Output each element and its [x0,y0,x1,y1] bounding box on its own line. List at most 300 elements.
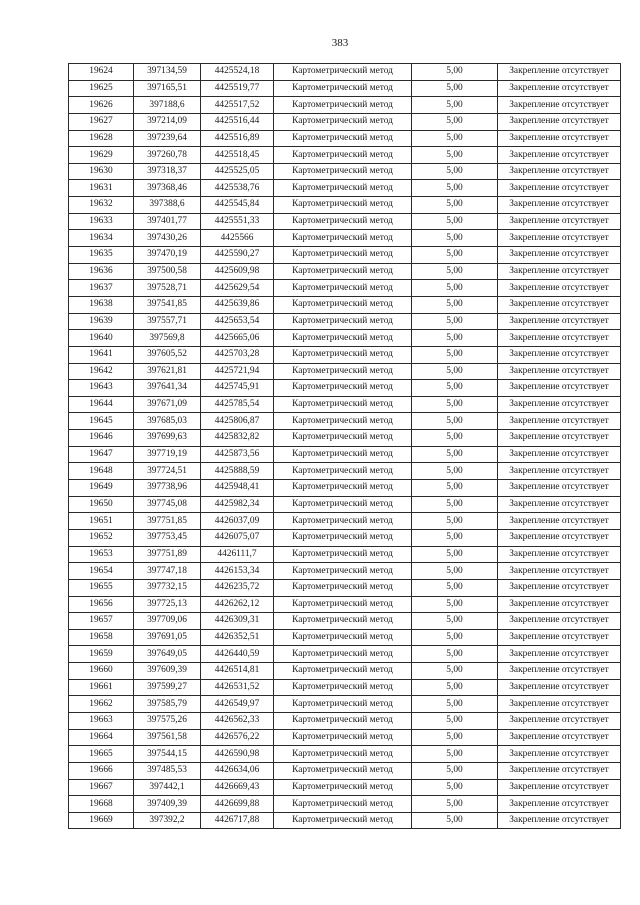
method-cell: Картометрический метод [274,746,412,763]
x-coordinate-cell: 397609,39 [134,663,201,680]
precision-cell: 5,00 [412,147,498,164]
fixation-cell: Закрепление отсутствует [498,762,621,779]
y-coordinate-cell: 4425516,89 [201,130,274,147]
precision-cell: 5,00 [412,230,498,247]
fixation-cell: Закрепление отсутствует [498,430,621,447]
precision-cell: 5,00 [412,679,498,696]
method-cell: Картометрический метод [274,247,412,264]
x-coordinate-cell: 397671,09 [134,396,201,413]
y-coordinate-cell: 4426309,31 [201,613,274,630]
y-coordinate-cell: 4425590,27 [201,247,274,264]
method-cell: Картометрический метод [274,463,412,480]
fixation-cell: Закрепление отсутствует [498,513,621,530]
method-cell: Картометрический метод [274,296,412,313]
method-cell: Картометрический метод [274,613,412,630]
precision-cell: 5,00 [412,363,498,380]
fixation-cell: Закрепление отсутствует [498,163,621,180]
x-coordinate-cell: 397541,85 [134,296,201,313]
x-coordinate-cell: 397585,79 [134,696,201,713]
method-cell: Картометрический метод [274,263,412,280]
y-coordinate-cell: 4425721,94 [201,363,274,380]
precision-cell: 5,00 [412,64,498,81]
precision-cell: 5,00 [412,180,498,197]
y-coordinate-cell: 4426514,81 [201,663,274,680]
point-number-cell: 19636 [69,263,134,280]
coordinates-table [68,63,621,829]
x-coordinate-cell: 397621,81 [134,363,201,380]
point-number-cell: 19634 [69,230,134,247]
point-number-cell: 19656 [69,596,134,613]
y-coordinate-cell: 4425538,76 [201,180,274,197]
y-coordinate-cell: 4425629,54 [201,280,274,297]
y-coordinate-cell: 4425665,06 [201,330,274,347]
fixation-cell: Закрепление отсутствует [498,779,621,796]
x-coordinate-cell: 397165,51 [134,80,201,97]
point-number-cell: 19628 [69,130,134,147]
y-coordinate-cell: 4426549,97 [201,696,274,713]
fixation-cell: Закрепление отсутствует [498,579,621,596]
y-coordinate-cell: 4426531,52 [201,679,274,696]
y-coordinate-cell: 4425888,59 [201,463,274,480]
table-row [69,80,621,97]
table-row [69,180,621,197]
y-coordinate-cell: 4425653,54 [201,313,274,330]
table-row [69,446,621,463]
x-coordinate-cell: 397544,15 [134,746,201,763]
precision-cell: 5,00 [412,613,498,630]
table-row [69,779,621,796]
table-row [69,746,621,763]
method-cell: Картометрический метод [274,180,412,197]
precision-cell: 5,00 [412,413,498,430]
fixation-cell: Закрепление отсутствует [498,346,621,363]
x-coordinate-cell: 397569,8 [134,330,201,347]
point-number-cell: 19640 [69,330,134,347]
fixation-cell: Закрепление отсутствует [498,812,621,829]
table-row [69,346,621,363]
x-coordinate-cell: 397392,2 [134,812,201,829]
method-cell: Картометрический метод [274,430,412,447]
x-coordinate-cell: 397685,03 [134,413,201,430]
precision-cell: 5,00 [412,346,498,363]
method-cell: Картометрический метод [274,696,412,713]
x-coordinate-cell: 397599,27 [134,679,201,696]
x-coordinate-cell: 397575,26 [134,712,201,729]
y-coordinate-cell: 4426235,72 [201,579,274,596]
precision-cell: 5,00 [412,213,498,230]
method-cell: Картометрический метод [274,130,412,147]
x-coordinate-cell: 397738,96 [134,480,201,497]
fixation-cell: Закрепление отсутствует [498,729,621,746]
precision-cell: 5,00 [412,463,498,480]
y-coordinate-cell: 4425609,98 [201,263,274,280]
x-coordinate-cell: 397699,63 [134,430,201,447]
table-row [69,496,621,513]
y-coordinate-cell: 4425873,56 [201,446,274,463]
y-coordinate-cell: 4425517,52 [201,97,274,114]
table-row [69,313,621,330]
point-number-cell: 19663 [69,712,134,729]
point-number-cell: 19631 [69,180,134,197]
x-coordinate-cell: 397214,09 [134,113,201,130]
y-coordinate-cell: 4426153,34 [201,563,274,580]
x-coordinate-cell: 397605,52 [134,346,201,363]
x-coordinate-cell: 397747,18 [134,563,201,580]
x-coordinate-cell: 397409,39 [134,796,201,813]
precision-cell: 5,00 [412,812,498,829]
fixation-cell: Закрепление отсутствует [498,679,621,696]
table-row [69,596,621,613]
fixation-cell: Закрепление отсутствует [498,280,621,297]
point-number-cell: 19662 [69,696,134,713]
y-coordinate-cell: 4426440,59 [201,646,274,663]
x-coordinate-cell: 397561,58 [134,729,201,746]
point-number-cell: 19668 [69,796,134,813]
fixation-cell: Закрепление отсутствует [498,197,621,214]
table-row [69,629,621,646]
precision-cell: 5,00 [412,113,498,130]
y-coordinate-cell: 4425518,45 [201,147,274,164]
point-number-cell: 19637 [69,280,134,297]
x-coordinate-cell: 397388,6 [134,197,201,214]
precision-cell: 5,00 [412,247,498,264]
point-number-cell: 19648 [69,463,134,480]
table-row [69,430,621,447]
precision-cell: 5,00 [412,563,498,580]
fixation-cell: Закрепление отсутствует [498,480,621,497]
method-cell: Картометрический метод [274,213,412,230]
fixation-cell: Закрепление отсутствует [498,413,621,430]
method-cell: Картометрический метод [274,163,412,180]
point-number-cell: 19641 [69,346,134,363]
y-coordinate-cell: 4425982,34 [201,496,274,513]
point-number-cell: 19644 [69,396,134,413]
y-coordinate-cell: 4425545,84 [201,197,274,214]
fixation-cell: Закрепление отсутствует [498,330,621,347]
table-row [69,463,621,480]
method-cell: Картометрический метод [274,729,412,746]
x-coordinate-cell: 397557,71 [134,313,201,330]
y-coordinate-cell: 4425524,18 [201,64,274,81]
table-row [69,230,621,247]
precision-cell: 5,00 [412,130,498,147]
fixation-cell: Закрепление отсутствует [498,380,621,397]
x-coordinate-cell: 397528,71 [134,280,201,297]
fixation-cell: Закрепление отсутствует [498,463,621,480]
method-cell: Картометрический метод [274,413,412,430]
table-row [69,663,621,680]
method-cell: Картометрический метод [274,480,412,497]
table-row [69,197,621,214]
method-cell: Картометрический метод [274,563,412,580]
y-coordinate-cell: 4426111,7 [201,546,274,563]
point-number-cell: 19659 [69,646,134,663]
y-coordinate-cell: 4425745,91 [201,380,274,397]
y-coordinate-cell: 4425832,82 [201,430,274,447]
table-row [69,796,621,813]
x-coordinate-cell: 397751,85 [134,513,201,530]
fixation-cell: Закрепление отсутствует [498,529,621,546]
y-coordinate-cell: 4425806,87 [201,413,274,430]
point-number-cell: 19624 [69,64,134,81]
precision-cell: 5,00 [412,97,498,114]
fixation-cell: Закрепление отсутствует [498,180,621,197]
x-coordinate-cell: 397401,77 [134,213,201,230]
y-coordinate-cell: 4426669,43 [201,779,274,796]
precision-cell: 5,00 [412,529,498,546]
fixation-cell: Закрепление отсутствует [498,563,621,580]
fixation-cell: Закрепление отсутствует [498,313,621,330]
method-cell: Картометрический метод [274,812,412,829]
precision-cell: 5,00 [412,646,498,663]
precision-cell: 5,00 [412,263,498,280]
method-cell: Картометрический метод [274,113,412,130]
table-row [69,579,621,596]
table-row [69,563,621,580]
point-number-cell: 19652 [69,529,134,546]
method-cell: Картометрический метод [274,496,412,513]
table-row [69,529,621,546]
x-coordinate-cell: 397318,37 [134,163,201,180]
point-number-cell: 19649 [69,480,134,497]
table-row [69,330,621,347]
fixation-cell: Закрепление отсутствует [498,596,621,613]
y-coordinate-cell: 4426352,51 [201,629,274,646]
x-coordinate-cell: 397430,26 [134,230,201,247]
x-coordinate-cell: 397188,6 [134,97,201,114]
point-number-cell: 19643 [69,380,134,397]
point-number-cell: 19669 [69,812,134,829]
point-number-cell: 19667 [69,779,134,796]
x-coordinate-cell: 397709,06 [134,613,201,630]
x-coordinate-cell: 397641,34 [134,380,201,397]
method-cell: Картометрический метод [274,80,412,97]
method-cell: Картометрический метод [274,646,412,663]
method-cell: Картометрический метод [274,679,412,696]
table-row [69,363,621,380]
point-number-cell: 19627 [69,113,134,130]
method-cell: Картометрический метод [274,97,412,114]
precision-cell: 5,00 [412,762,498,779]
point-number-cell: 19638 [69,296,134,313]
table-row [69,380,621,397]
method-cell: Картометрический метод [274,596,412,613]
fixation-cell: Закрепление отсутствует [498,130,621,147]
point-number-cell: 19666 [69,762,134,779]
fixation-cell: Закрепление отсутствует [498,213,621,230]
y-coordinate-cell: 4425703,28 [201,346,274,363]
precision-cell: 5,00 [412,380,498,397]
precision-cell: 5,00 [412,280,498,297]
y-coordinate-cell: 4425551,33 [201,213,274,230]
fixation-cell: Закрепление отсутствует [498,113,621,130]
point-number-cell: 19650 [69,496,134,513]
precision-cell: 5,00 [412,513,498,530]
x-coordinate-cell: 397260,78 [134,147,201,164]
table-row [69,696,621,713]
method-cell: Картометрический метод [274,446,412,463]
fixation-cell: Закрепление отсутствует [498,546,621,563]
point-number-cell: 19626 [69,97,134,114]
y-coordinate-cell: 4426576,22 [201,729,274,746]
x-coordinate-cell: 397745,08 [134,496,201,513]
precision-cell: 5,00 [412,496,498,513]
method-cell: Картометрический метод [274,629,412,646]
table-row [69,613,621,630]
x-coordinate-cell: 397719,19 [134,446,201,463]
x-coordinate-cell: 397725,13 [134,596,201,613]
precision-cell: 5,00 [412,480,498,497]
precision-cell: 5,00 [412,796,498,813]
x-coordinate-cell: 397500,58 [134,263,201,280]
x-coordinate-cell: 397753,45 [134,529,201,546]
point-number-cell: 19639 [69,313,134,330]
precision-cell: 5,00 [412,430,498,447]
x-coordinate-cell: 397691,05 [134,629,201,646]
precision-cell: 5,00 [412,696,498,713]
point-number-cell: 19625 [69,80,134,97]
fixation-cell: Закрепление отсутствует [498,796,621,813]
fixation-cell: Закрепление отсутствует [498,696,621,713]
x-coordinate-cell: 397732,15 [134,579,201,596]
point-number-cell: 19658 [69,629,134,646]
point-number-cell: 19651 [69,513,134,530]
point-number-cell: 19657 [69,613,134,630]
method-cell: Картометрический метод [274,346,412,363]
y-coordinate-cell: 4425566 [201,230,274,247]
table-row [69,762,621,779]
method-cell: Картометрический метод [274,313,412,330]
y-coordinate-cell: 4426717,88 [201,812,274,829]
table-row [69,546,621,563]
y-coordinate-cell: 4426037,09 [201,513,274,530]
y-coordinate-cell: 4426699,88 [201,796,274,813]
method-cell: Картометрический метод [274,330,412,347]
precision-cell: 5,00 [412,296,498,313]
table-row [69,396,621,413]
precision-cell: 5,00 [412,596,498,613]
precision-cell: 5,00 [412,197,498,214]
precision-cell: 5,00 [412,629,498,646]
y-coordinate-cell: 4425516,44 [201,113,274,130]
table-row [69,130,621,147]
point-number-cell: 19633 [69,213,134,230]
x-coordinate-cell: 397368,46 [134,180,201,197]
y-coordinate-cell: 4425639,86 [201,296,274,313]
method-cell: Картометрический метод [274,546,412,563]
precision-cell: 5,00 [412,663,498,680]
point-number-cell: 19646 [69,430,134,447]
method-cell: Картометрический метод [274,147,412,164]
table-row [69,97,621,114]
point-number-cell: 19661 [69,679,134,696]
x-coordinate-cell: 397485,53 [134,762,201,779]
precision-cell: 5,00 [412,579,498,596]
table-row [69,679,621,696]
fixation-cell: Закрепление отсутствует [498,629,621,646]
fixation-cell: Закрепление отсутствует [498,712,621,729]
point-number-cell: 19642 [69,363,134,380]
point-number-cell: 19630 [69,163,134,180]
table-row [69,513,621,530]
y-coordinate-cell: 4426562,33 [201,712,274,729]
method-cell: Картометрический метод [274,396,412,413]
table-row [69,247,621,264]
table-row [69,480,621,497]
precision-cell: 5,00 [412,80,498,97]
fixation-cell: Закрепление отсутствует [498,646,621,663]
y-coordinate-cell: 4426262,12 [201,596,274,613]
method-cell: Картометрический метод [274,796,412,813]
precision-cell: 5,00 [412,779,498,796]
fixation-cell: Закрепление отсутствует [498,263,621,280]
method-cell: Картометрический метод [274,280,412,297]
fixation-cell: Закрепление отсутствует [498,230,621,247]
precision-cell: 5,00 [412,446,498,463]
point-number-cell: 19660 [69,663,134,680]
table-row [69,280,621,297]
table-row [69,213,621,230]
fixation-cell: Закрепление отсутствует [498,64,621,81]
fixation-cell: Закрепление отсутствует [498,496,621,513]
method-cell: Картометрический метод [274,380,412,397]
method-cell: Картометрический метод [274,779,412,796]
point-number-cell: 19632 [69,197,134,214]
point-number-cell: 19629 [69,147,134,164]
point-number-cell: 19664 [69,729,134,746]
precision-cell: 5,00 [412,163,498,180]
x-coordinate-cell: 397442,1 [134,779,201,796]
fixation-cell: Закрепление отсутствует [498,147,621,164]
y-coordinate-cell: 4426590,98 [201,746,274,763]
point-number-cell: 19654 [69,563,134,580]
fixation-cell: Закрепление отсутствует [498,296,621,313]
x-coordinate-cell: 397724,51 [134,463,201,480]
method-cell: Картометрический метод [274,579,412,596]
table-row [69,812,621,829]
table-row [69,147,621,164]
fixation-cell: Закрепление отсутствует [498,80,621,97]
point-number-cell: 19655 [69,579,134,596]
method-cell: Картометрический метод [274,64,412,81]
x-coordinate-cell: 397649,05 [134,646,201,663]
y-coordinate-cell: 4426075,07 [201,529,274,546]
fixation-cell: Закрепление отсутствует [498,446,621,463]
fixation-cell: Закрепление отсутствует [498,663,621,680]
table-row [69,296,621,313]
x-coordinate-cell: 397470,19 [134,247,201,264]
fixation-cell: Закрепление отсутствует [498,396,621,413]
method-cell: Картометрический метод [274,230,412,247]
x-coordinate-cell: 397751,89 [134,546,201,563]
table-row [69,646,621,663]
point-number-cell: 19647 [69,446,134,463]
point-number-cell: 19653 [69,546,134,563]
y-coordinate-cell: 4425948,41 [201,480,274,497]
precision-cell: 5,00 [412,546,498,563]
method-cell: Картометрический метод [274,363,412,380]
table-row [69,113,621,130]
point-number-cell: 19635 [69,247,134,264]
precision-cell: 5,00 [412,746,498,763]
table-row [69,413,621,430]
table-row [69,263,621,280]
precision-cell: 5,00 [412,396,498,413]
x-coordinate-cell: 397239,64 [134,130,201,147]
table-row [69,729,621,746]
y-coordinate-cell: 4425525,05 [201,163,274,180]
table-row [69,712,621,729]
